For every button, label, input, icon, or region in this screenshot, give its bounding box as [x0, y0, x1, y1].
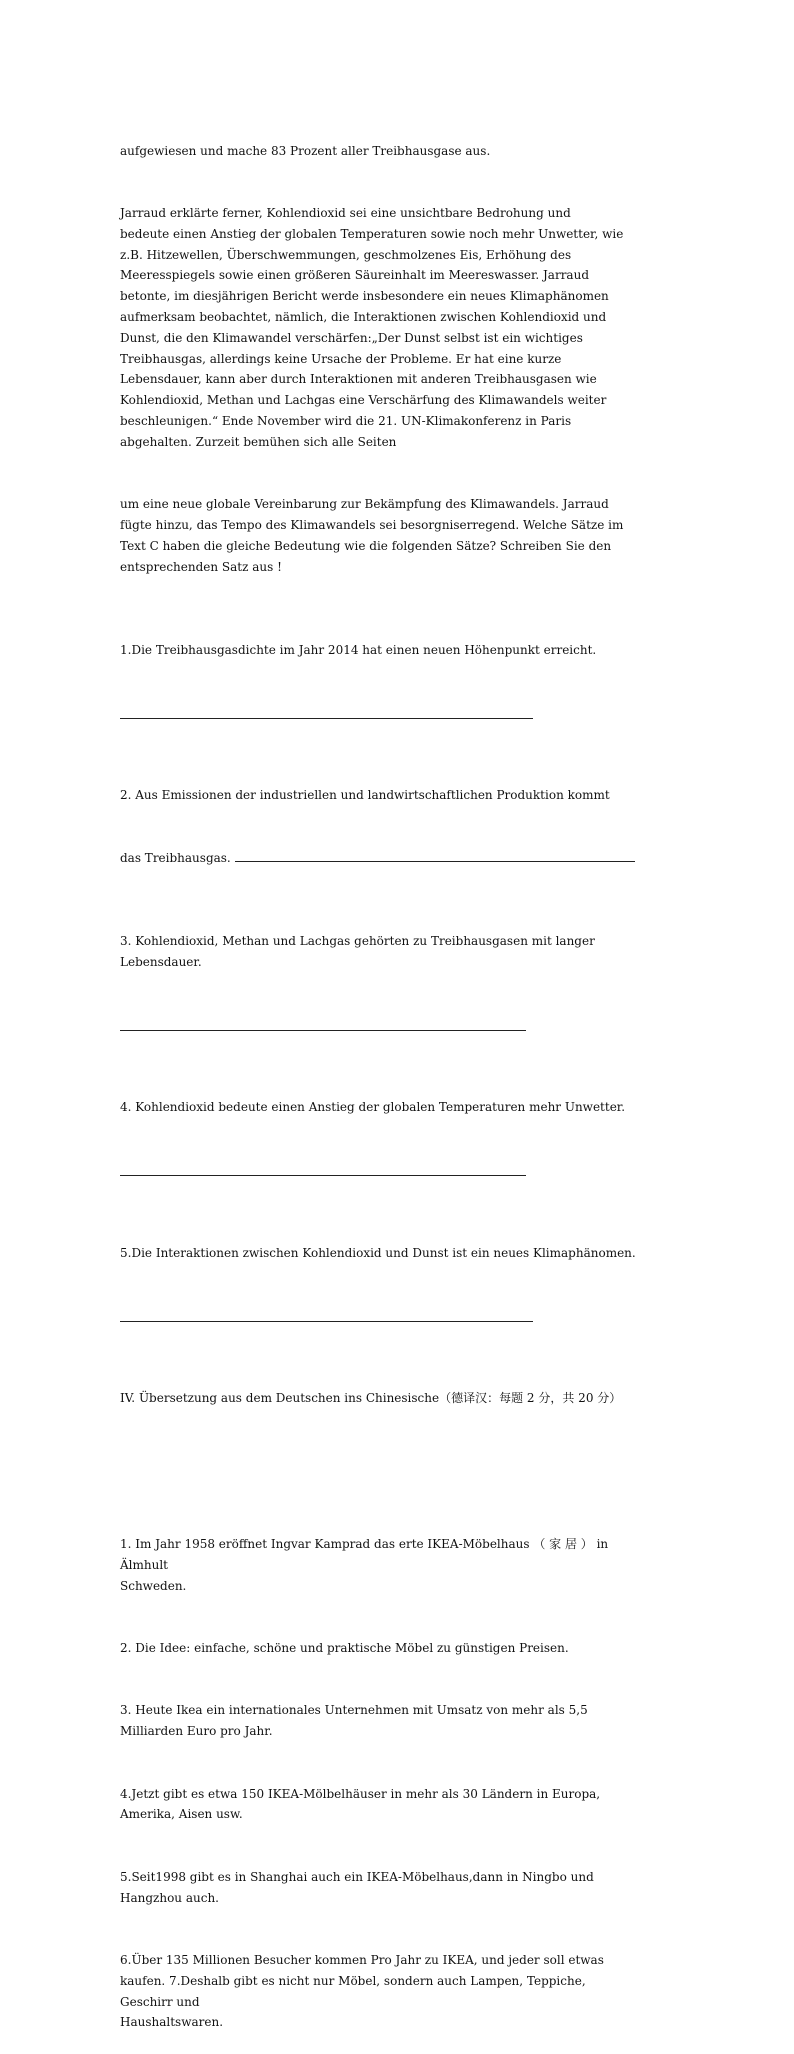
- question-1: 1.Die Treibhausgasdichte im Jahr 2014 hat einen neuen Höhenpunkt erreicht.: [120, 642, 597, 657]
- question-4: 4. Kohlendioxid bedeute einen Anstieg der globalen Temperaturen mehr Unwetter.: [120, 1100, 626, 1115]
- question-2-text: das Treibhausgas.: [120, 850, 235, 865]
- answer-line-3[interactable]: [120, 1014, 700, 1035]
- translation-sentence-1: 1. Im Jahr 1958 eröffnet Ingvar Kamprad das erte IKEA-Möbelhaus （ 家 居 ） in Älmhult Schweden.: [120, 1536, 609, 1593]
- translation-sentence-2: 2. Die Idee: einfache, schöne und praktische Möbel zu günstigen Preisen.: [120, 1640, 569, 1655]
- answer-line-1[interactable]: [120, 702, 700, 723]
- question-3: 3. Kohlendioxid, Methan und Lachgas gehörten zu Treibhausgasen mit langer Lebensdauer.: [120, 933, 595, 969]
- translation-sentence-4: 4.Jetzt gibt es etwa 150 IKEA-Mölbelhäuser in mehr als 30 Ländern in Europa, Amerika, Aisen usw.: [120, 1786, 601, 1822]
- answer-line-4[interactable]: [120, 1160, 700, 1181]
- question-5: 5.Die Interaktionen zwischen Kohlendioxid und Dunst ist ein neues Klimaphänomen.: [120, 1245, 636, 1260]
- question-2-line-2: [120, 848, 700, 869]
- document-page: [120, 99, 700, 2054]
- question-2-line-1: 2. Aus Emissionen der industriellen und landwirtschaftlichen Produktion kommt: [120, 788, 610, 803]
- translation-sentence-3: 3. Heute Ikea ein internationales Unternehmen mit Umsatz von mehr als 5,5 Milliarden Euro pro Jahr.: [120, 1703, 588, 1739]
- text-c-paragraph-2: Jarraud erklärte ferner, Kohlendioxid sei eine unsichtbare Bedrohung und bedeute einen Anstieg der globalen Temperaturen sowie noch mehr Unwetter, wie z.B. Hitzewellen, Überschwemmungen, geschmolzenes Eis, Erhöhung des Meeresspiegels sowie einen größeren Säureinhalt im Meereswasser. Jarraud betonte, im diesjährigen Bericht werde insbesondere ein neues Klimaphänomen aufmerksam beobachtet, nämlich, die Interaktionen zwischen Kohlendioxid und Dunst, die den Klimawandel verschärfen:„Der Dunst selbst ist ein wichtiges Treibhausgas, allerdings keine Ursache der Probleme. Er hat eine kurze Lebensdauer, kann aber durch Interaktionen mit anderen Treibhausgasen wie Kohlendioxid, Methan und Lachgas eine Verschärfung des Klimawandels weiter beschleunigen.“ Ende November wird die 21. UN-Klimakonferenz in Paris abgehalten. Zurzeit bemühen sich alle Seiten: [120, 205, 624, 449]
- translation-sentence-6-7: 6.Über 135 Millionen Besucher kommen Pro Jahr zu IKEA, und jeder soll etwas kaufen. 7.Deshalb gibt es nicht nur Möbel, sondern auch Lampen, Teppiche, Geschirr und Haushaltswaren.: [120, 1952, 604, 2030]
- translation-sentence-5: 5.Seit1998 gibt es in Shanghai auch ein IKEA-Möbelhaus,dann in Ningbo und Hangzhou auch.: [120, 1869, 594, 1905]
- section-iv-heading: IV. Übersetzung aus dem Deutschen ins Chinesische（德译汉：每题 2 分，共 20 分）: [120, 1391, 622, 1406]
- answer-line-5[interactable]: [120, 1305, 700, 1326]
- text-c-paragraph-1: aufgewiesen und mache 83 Prozent aller Treibhausgase aus.: [120, 143, 491, 158]
- blank-spacer: [120, 1451, 700, 1472]
- text-c-paragraph-3: um eine neue globale Vereinbarung zur Bekämpfung des Klimawandels. Jarraud fügte hinzu, das Tempo des Klimawandels sei besorgniserregend. Welche Sätze im Text C haben die gleiche Bedeutung wie die folgenden Sätze? Schreiben Sie den entsprechenden Satz aus !: [120, 497, 624, 574]
- answer-blank-2[interactable]: [235, 849, 635, 862]
